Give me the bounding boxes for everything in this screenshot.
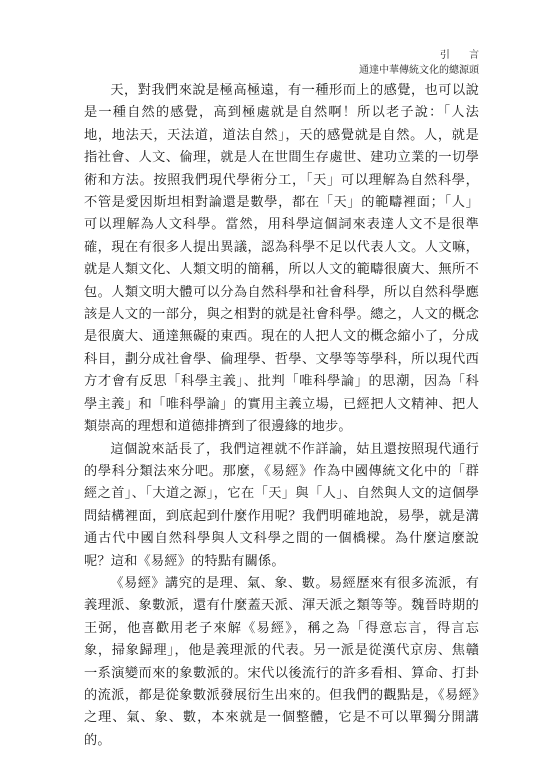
running-header: [359, 48, 487, 78]
paragraph: 《易經》講究的是理、氣、象、數。易經歷來有很多流派，有義理派、象數派，還有什麼蓋天派、渾天派之類等等。魏晉時期的王弼，他喜歡用老子來解《易經》，稱之為「得意忘言，得言忘象，掃象歸理」，他是義理派的代表。另一派是從漢代京房、焦贛一系演變而來的象數派的。宋代以後流行的許多看相、算命、打卦的流派，都是從象數派發展衍生出來的。但我們的觀點是，《易經》之理、氣、象、數，本來就是一個整體，它是不可以單獨分開講的。: [84, 575, 479, 748]
paragraph: 天，對我們來說是極高極遠，有一種形而上的感覺，也可以說是一種自然的感覺，高到極處就是自然啊！所以老子說：「人法地，地法天，天法道，道法自然」，天的感覺就是自然。人，就是指社會、人文、倫理，就是人在世間生存處世、建功立業的一切學術和方法。按照我們現代學術分工，「天」可以理解為自然科學，不管是愛因斯坦相對論還是數學，都在「天」的範疇裡面；「人」可以理解為人文科學。當然，用科學這個詞來表達人文不是很準確，現在有很多人提出異議，認為科學不足以代表人文。人文嘛，就是人類文化、人類文明的簡稱，所以人文的範疇很廣大、無所不包。人類文明大體可以分為自然科學和社會科學，所以自然科學應該是人文的一部分，與之相對的就是社會科學。總之，人文的概念是很廣大、通達無礙的東西。現在的人把人文的概念縮小了，分成科目，劃分成社會學、倫理學、哲學、文學等等學科，所以現代西方才會有反思「科學主義」、批判「唯科學論」的思潮，因為「科學主義」和「唯科學論」的實用主義立場，已經把人文精神、把人類崇高的理想和道德排擠到了很邊緣的地步。: [84, 83, 479, 435]
paragraph: 這個說來話長了，我們這裡就不作詳論，姑且還按照現代通行的學科分類法來分吧。那麼，《易經》作為中國傳統文化中的「群經之首」、「大道之源」，它在「天」與「人」、自然與人文的這個學問結構裡面，到底起到什麼作用呢？我們明確地說，易學，就是溝通古代中國自然科學與人文科學之間的一個橋樑。為什麼這麼說呢？這和《易經》的特點有關係。: [84, 441, 479, 569]
chapter-label: 引 言: [439, 50, 487, 61]
section-title: 通達中華傳統文化的總源頭: [359, 65, 479, 76]
page-body: [84, 80, 479, 752]
